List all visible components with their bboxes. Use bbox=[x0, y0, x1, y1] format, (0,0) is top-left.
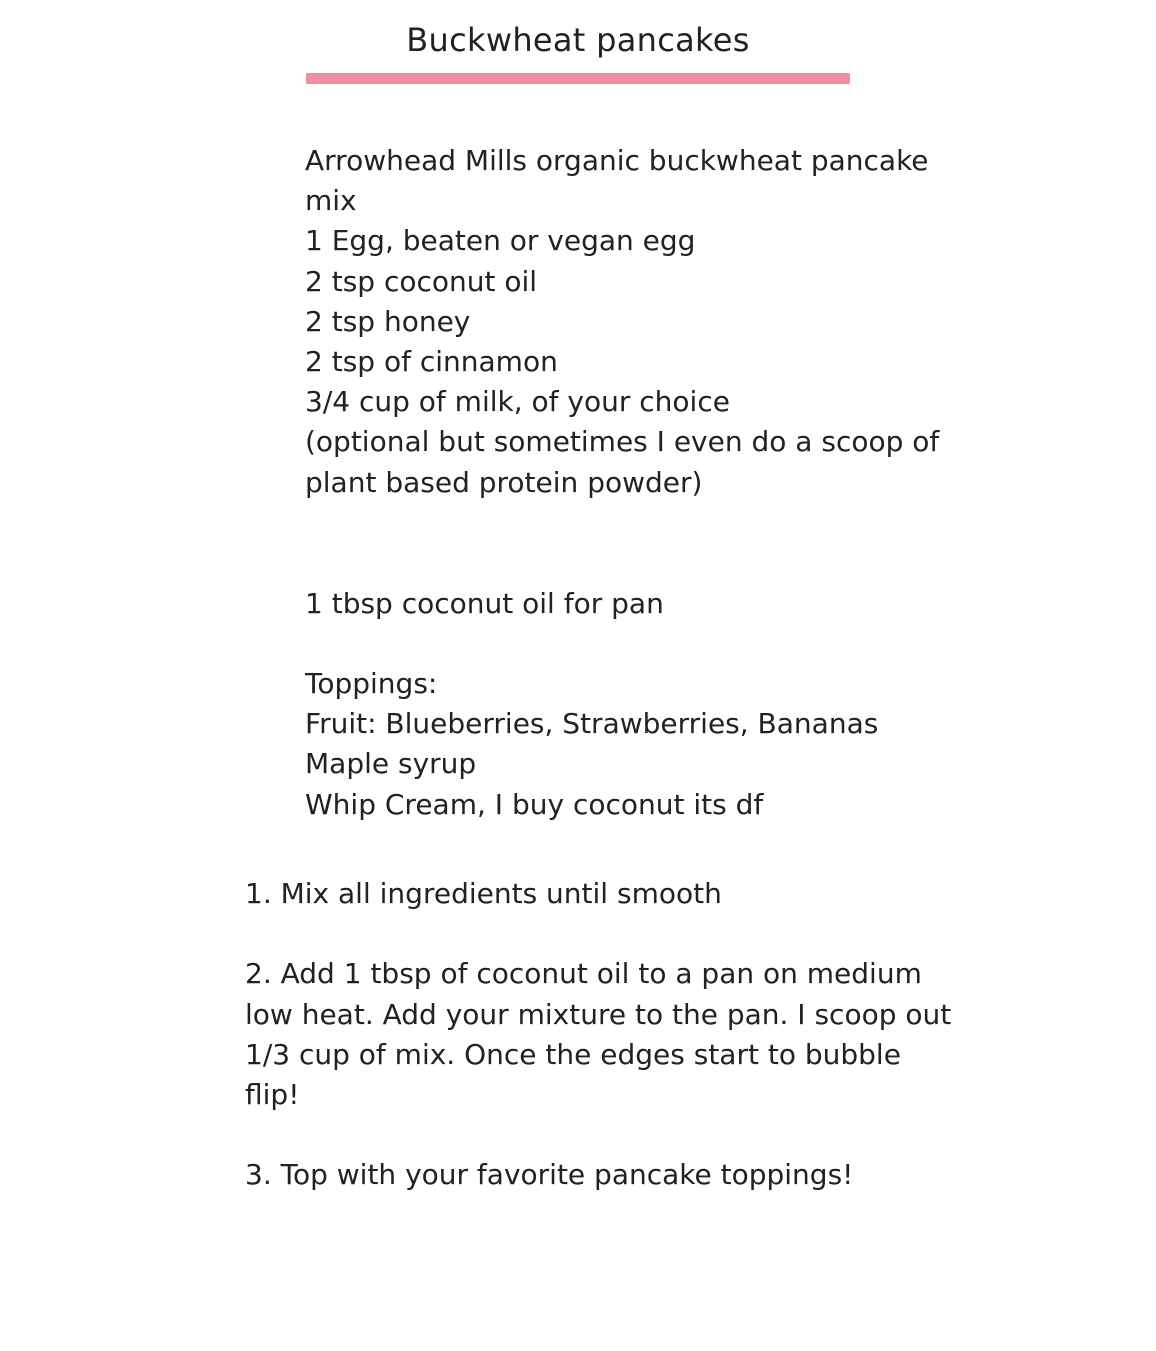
topping-item: Whip Cream, I buy coconut its df bbox=[305, 787, 764, 821]
ingredient-item: 1 Egg, beaten or vegan egg bbox=[305, 224, 696, 258]
topping-item: Fruit: Blueberries, Strawberries, Bananas bbox=[305, 707, 879, 741]
instruction-step: 1. Mix all ingredients until smooth bbox=[245, 877, 722, 910]
ingredient-item: Arrowhead Mills organic buckwheat pancake mix bbox=[305, 144, 929, 218]
ingredient-item: 2 tsp of cinnamon bbox=[305, 345, 558, 379]
ingredient-item: 2 tsp honey bbox=[305, 304, 471, 338]
pan-oil-note: 1 tbsp coconut oil for pan bbox=[305, 587, 664, 620]
recipe-title: Buckwheat pancakes bbox=[406, 21, 750, 59]
topping-item: Maple syrup bbox=[305, 747, 477, 781]
ingredients-list bbox=[305, 141, 965, 503]
instructions-list bbox=[245, 874, 955, 1236]
ingredient-item: (optional but sometimes I even do a scoop of plant based protein powder) bbox=[305, 425, 940, 499]
ingredient-item: 3/4 cup of milk, of your choice bbox=[305, 385, 730, 419]
instruction-step: 3. Top with your favorite pancake toppings! bbox=[245, 1158, 854, 1192]
instruction-step: 2. Add 1 tbsp of coconut oil to a pan on medium low heat. Add your mixture to the pan. I scoop out 1/3 cup of mix. Once the edges start to bubble flip! bbox=[245, 957, 952, 1111]
toppings-heading: Toppings: bbox=[305, 667, 438, 700]
toppings-section bbox=[305, 664, 965, 825]
title-underline bbox=[306, 73, 850, 84]
ingredient-item: 2 tsp coconut oil bbox=[305, 264, 538, 298]
toppings-list bbox=[305, 704, 965, 825]
